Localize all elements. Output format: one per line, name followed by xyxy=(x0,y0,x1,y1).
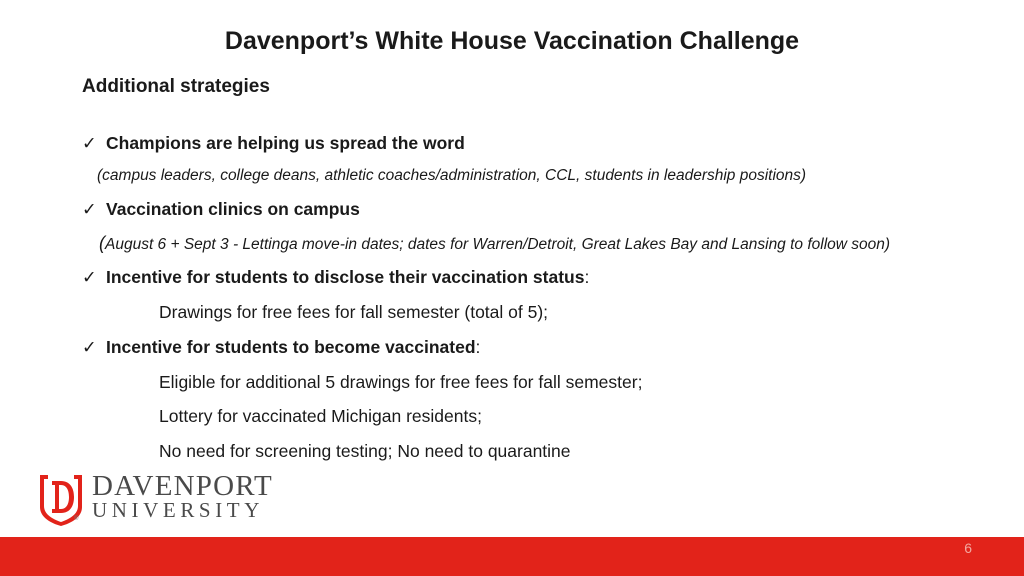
logo-line1: DAVENPORT xyxy=(92,470,273,502)
note-text: August 6 + Sept 3 - Lettinga move-in dates; dates for Warren/Detroit, Great Lakes Bay and Lansing to follow soon) xyxy=(105,236,891,253)
davenport-logo xyxy=(36,472,276,526)
registered-mark: ® xyxy=(74,516,79,522)
davenport-shield-icon xyxy=(36,472,86,526)
bullet-champions xyxy=(82,133,465,154)
note-open-paren: ( xyxy=(99,233,105,253)
bullet-heading: Vaccination clinics on campus xyxy=(106,199,360,219)
checkmark-icon: ✓ xyxy=(82,267,97,287)
bullet-heading: Champions are helping us spread the word xyxy=(106,133,465,153)
detail-line: Eligible for additional 5 drawings for free fees for fall semester; xyxy=(159,372,643,392)
detail-line: Drawings for free fees for fall semester (total of 5); xyxy=(159,302,549,322)
logo-line2: UNIVERSITY xyxy=(92,498,264,522)
bullet-clinics xyxy=(82,199,360,220)
detail-line: Lottery for vaccinated Michigan residents; xyxy=(159,406,482,426)
checkmark-icon: ✓ xyxy=(82,133,97,153)
bullet-note: (campus leaders, college deans, athletic coaches/administration, CCL, students in leadership positions) xyxy=(97,167,807,184)
bullet-vaccinate-incentive xyxy=(82,337,480,358)
bullet-disclose-incentive xyxy=(82,267,589,288)
detail-line: No need for screening testing; No need to quarantine xyxy=(159,441,571,461)
page-number: 6 xyxy=(964,540,972,556)
footer-bar xyxy=(0,537,1024,576)
bullet-heading: Incentive for students to disclose their vaccination status xyxy=(106,267,585,287)
bullet-note xyxy=(99,233,890,254)
bullet-suffix: : xyxy=(475,337,481,357)
slide-title: Davenport’s White House Vaccination Challenge xyxy=(224,27,800,55)
checkmark-icon: ✓ xyxy=(82,199,97,219)
slide-subtitle: Additional strategies xyxy=(82,76,270,97)
bullet-heading: Incentive for students to become vaccinated xyxy=(106,337,476,357)
bullet-suffix: : xyxy=(584,267,590,287)
checkmark-icon: ✓ xyxy=(82,337,97,357)
